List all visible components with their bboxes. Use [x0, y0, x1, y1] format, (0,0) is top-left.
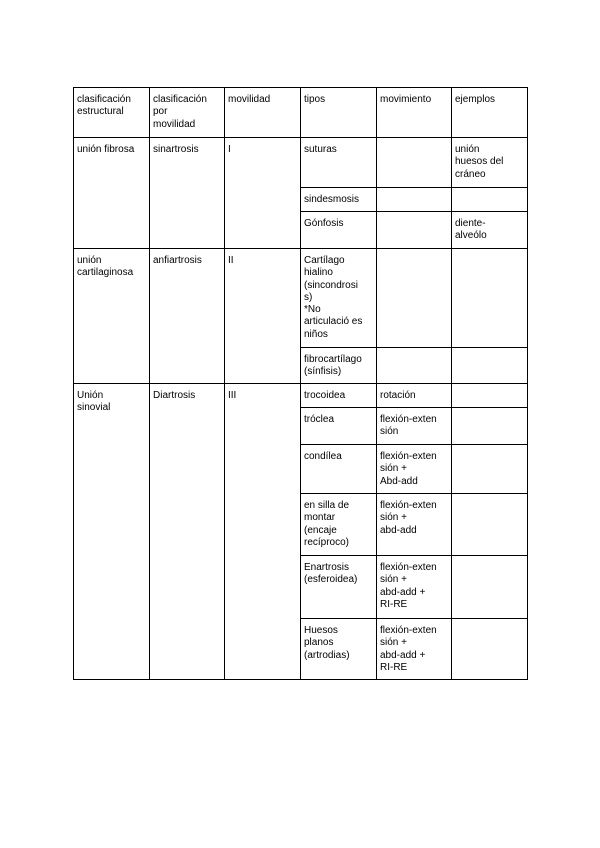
movement-cell	[377, 249, 452, 348]
movement-cell	[377, 212, 452, 249]
type-cell: Enartrosis (esferoidea)	[301, 556, 377, 619]
movement-cell	[377, 348, 452, 384]
movement-cell	[377, 138, 452, 188]
structural-class-cell: Unión sinovial	[74, 384, 150, 680]
table-row	[74, 138, 528, 188]
example-cell	[452, 556, 528, 619]
mobility-class-cell: anfiartrosis	[150, 249, 225, 384]
mobility-class-cell: sinartrosis	[150, 138, 225, 249]
header-cell: tipos	[301, 88, 377, 138]
example-cell	[452, 348, 528, 384]
mobility-cell: I	[225, 138, 301, 249]
mobility-cell: III	[225, 384, 301, 680]
header-cell: movimiento	[377, 88, 452, 138]
movement-cell: flexión-exten sión + abd-add	[377, 494, 452, 556]
example-cell	[452, 408, 528, 445]
example-cell: diente- alveólo	[452, 212, 528, 249]
header-cell: ejemplos	[452, 88, 528, 138]
example-cell	[452, 249, 528, 348]
joint-classification-table	[73, 87, 528, 680]
example-cell	[452, 188, 528, 212]
movement-cell: flexión-exten sión + abd-add + RI-RE	[377, 619, 452, 680]
movement-cell: flexión-exten sión + abd-add + RI-RE	[377, 556, 452, 619]
table-header-row	[74, 88, 528, 138]
type-cell: condílea	[301, 445, 377, 494]
type-cell: Gónfosis	[301, 212, 377, 249]
movement-cell: flexión-exten sión	[377, 408, 452, 445]
example-cell	[452, 384, 528, 408]
header-cell: clasificación estructural	[74, 88, 150, 138]
example-cell	[452, 494, 528, 556]
table-row	[74, 384, 528, 408]
table-row	[74, 249, 528, 348]
mobility-class-cell: Diartrosis	[150, 384, 225, 680]
header-cell: clasificación por movilidad	[150, 88, 225, 138]
type-cell: fibrocartílago (sínfisis)	[301, 348, 377, 384]
structural-class-cell: unión cartilaginosa	[74, 249, 150, 384]
type-cell: suturas	[301, 138, 377, 188]
mobility-cell: II	[225, 249, 301, 384]
header-cell: movilidad	[225, 88, 301, 138]
example-cell	[452, 445, 528, 494]
movement-cell: rotación	[377, 384, 452, 408]
type-cell: en silla de montar (encaje recíproco)	[301, 494, 377, 556]
type-cell: Huesos planos (artrodias)	[301, 619, 377, 680]
movement-cell	[377, 188, 452, 212]
type-cell: sindesmosis	[301, 188, 377, 212]
example-cell	[452, 619, 528, 680]
type-cell: trocoidea	[301, 384, 377, 408]
structural-class-cell: unión fibrosa	[74, 138, 150, 249]
example-cell: unión huesos del cráneo	[452, 138, 528, 188]
type-cell: Cartílago hialino (sincondrosi s) *No articulació es niños	[301, 249, 377, 348]
type-cell: tróclea	[301, 408, 377, 445]
movement-cell: flexión-exten sión + Abd-add	[377, 445, 452, 494]
